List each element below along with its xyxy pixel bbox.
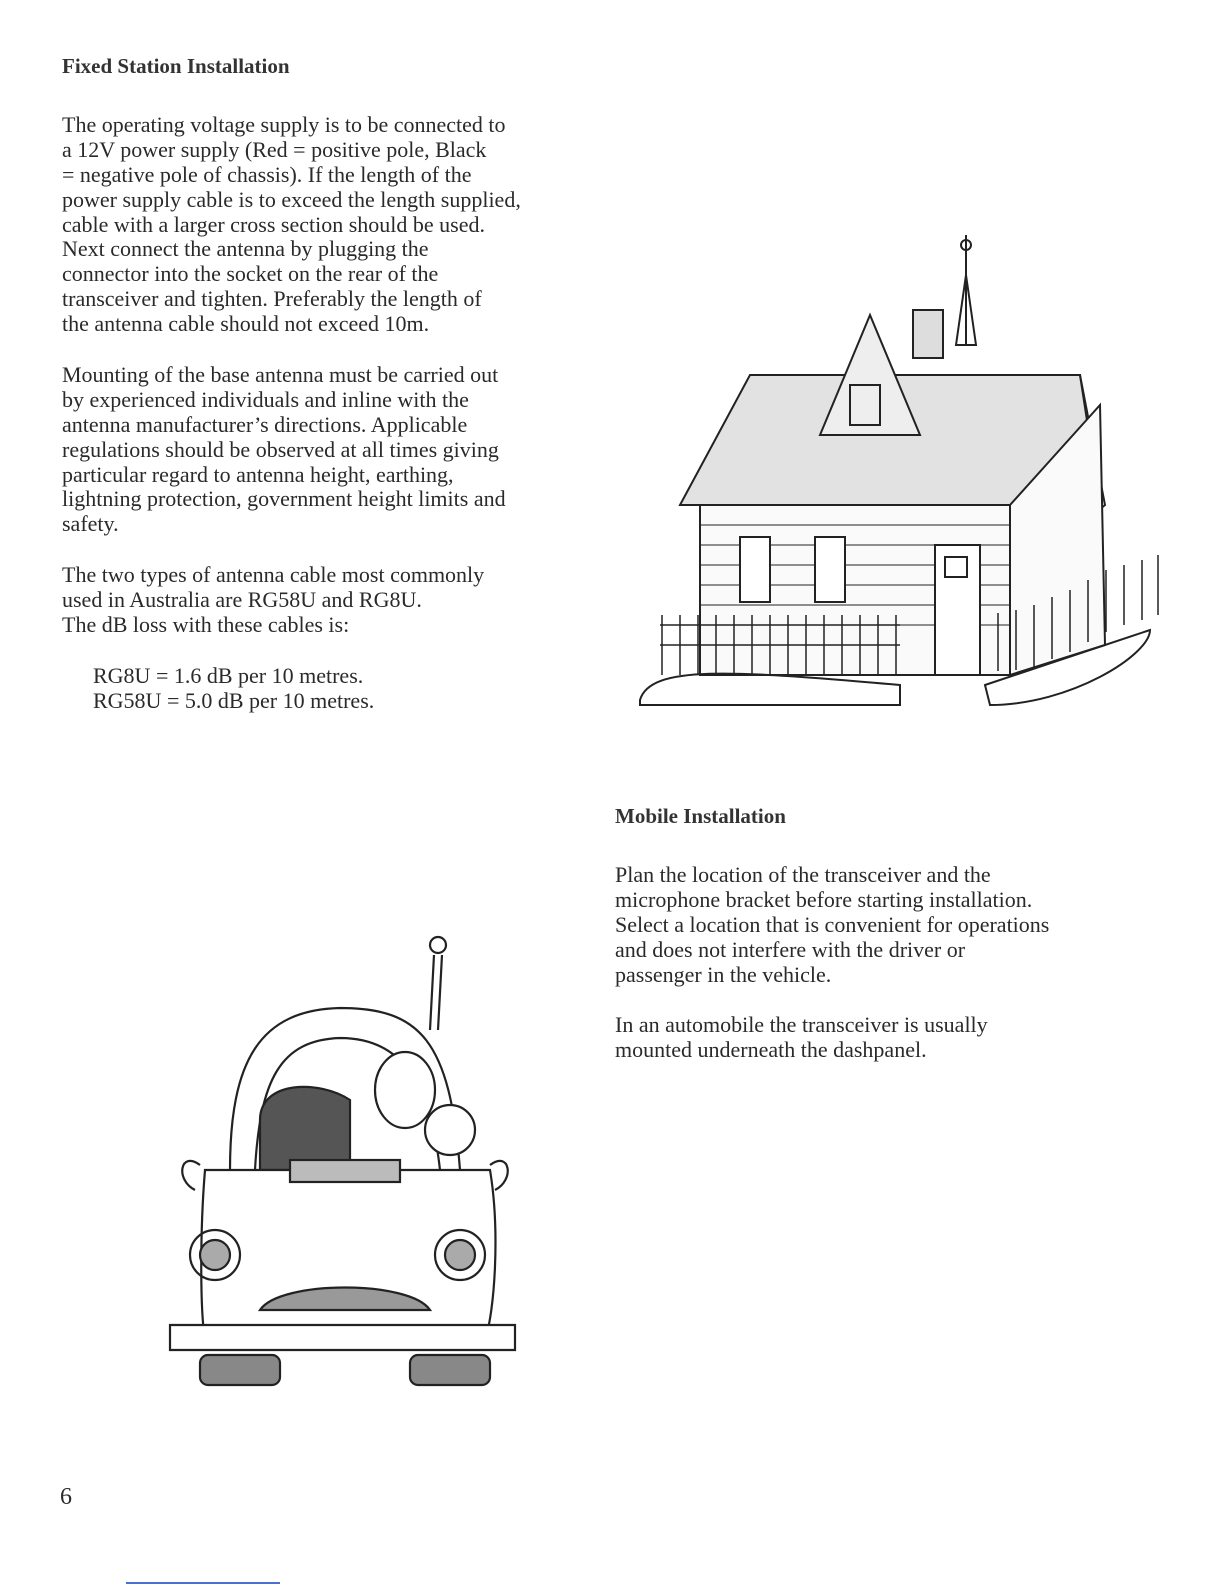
text-line: cable with a larger cross section should be used. <box>62 211 485 237</box>
text-line: a 12V power supply (Red = positive pole, Black <box>62 136 487 162</box>
page-number: 6 <box>60 1484 72 1510</box>
text-line: power supply cable is to exceed the length supplied, <box>62 186 521 212</box>
text-line: Select a location that is convenient for operations <box>615 911 1050 937</box>
house-illustration <box>630 225 1170 715</box>
text-line: the antenna cable should not exceed 10m. <box>62 311 430 337</box>
text-line: microphone bracket before starting installation. <box>615 886 1033 912</box>
text-line: transceiver and tighten. Preferably the length of <box>62 286 482 312</box>
text-line: safety. <box>62 511 119 537</box>
cable-losses <box>93 664 374 714</box>
fixed-para-2 <box>62 363 506 537</box>
loss-rg58u: RG58U = 5.0 dB per 10 metres. <box>93 687 375 713</box>
fixed-station-heading: Fixed Station Installation <box>62 54 290 78</box>
scan-edge-line <box>126 1582 280 1584</box>
text-line: Next connect the antenna by plugging the <box>62 236 429 262</box>
text-line: used in Australia are RG58U and RG8U. <box>62 586 422 612</box>
text-line: connector into the socket on the rear of the <box>62 261 439 287</box>
text-line: particular regard to antenna height, earthing, <box>62 461 454 487</box>
fixed-para-3 <box>62 563 484 638</box>
car-illustration <box>160 930 530 1395</box>
text-line: by experienced individuals and inline with the <box>62 386 469 412</box>
mobile-para-2 <box>615 1013 988 1063</box>
text-line: regulations should be observed at all times giving <box>62 436 499 462</box>
text-line: = negative pole of chassis). If the length of the <box>62 161 472 187</box>
text-line: passenger in the vehicle. <box>615 961 832 987</box>
text-line: In an automobile the transceiver is usually <box>615 1012 988 1037</box>
text-line: mounted underneath the dashpanel. <box>615 1036 927 1062</box>
text-line: lightning protection, government height limits and <box>62 486 506 512</box>
text-line: and does not interfere with the driver or <box>615 936 966 962</box>
loss-rg8u: RG8U = 1.6 dB per 10 metres. <box>93 663 364 688</box>
text-line: Mounting of the base antenna must be carried out <box>62 362 499 387</box>
fixed-para-1 <box>62 113 521 337</box>
mobile-installation-heading: Mobile Installation <box>615 804 786 828</box>
text-line: The dB loss with these cables is: <box>62 611 350 637</box>
text-line: The two types of antenna cable most commonly <box>62 562 485 587</box>
text-line: Plan the location of the transceiver and the <box>615 862 991 887</box>
text-line: The operating voltage supply is to be connected to <box>62 112 506 137</box>
text-line: antenna manufacturer’s directions. Applicable <box>62 411 468 437</box>
mobile-para-1 <box>615 863 1049 987</box>
